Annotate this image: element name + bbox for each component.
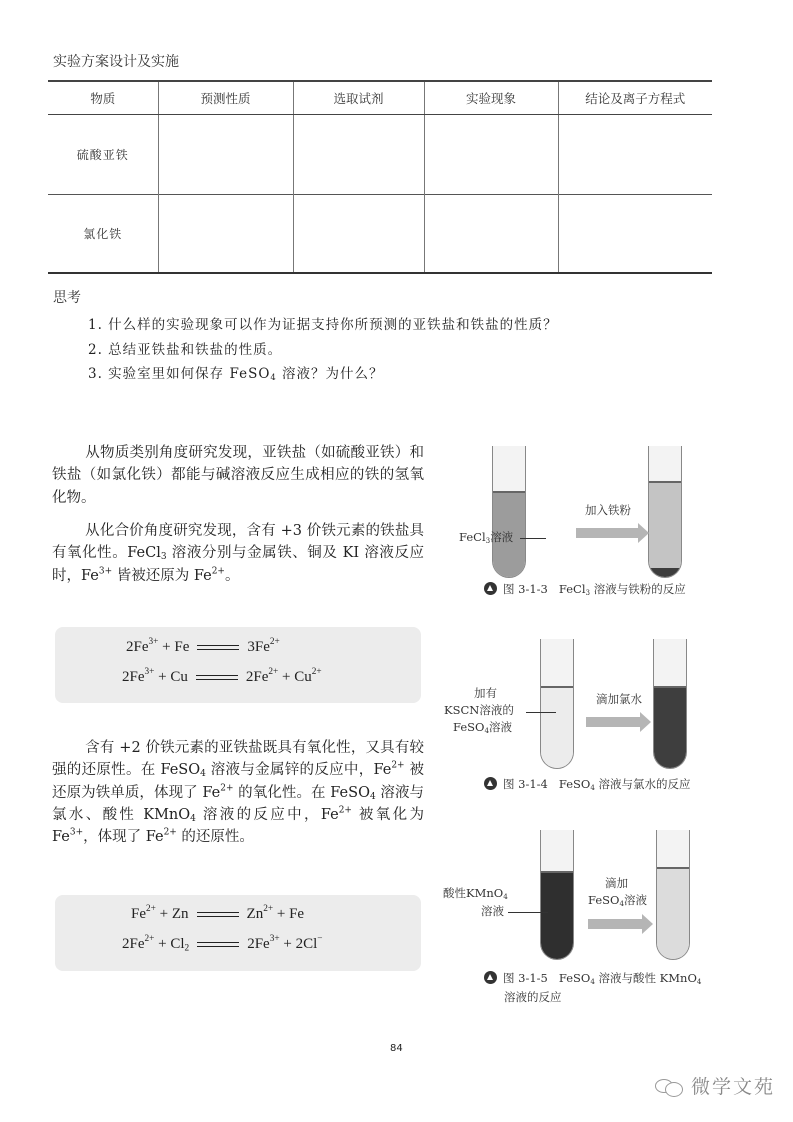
table-row <box>48 194 712 273</box>
figure-caption-line2: 溶液的反应 <box>504 990 562 1004</box>
paragraph-category <box>52 442 424 509</box>
think-questions <box>88 313 558 387</box>
triangle-figure-icon <box>484 971 497 984</box>
term: + Fe <box>158 639 190 655</box>
figure-caption <box>484 970 701 986</box>
question-item: 2. 总结亚铁盐和铁盐的性质。 <box>88 341 283 358</box>
question-text: 3. 实验室里如何保存 FeSO <box>88 366 271 382</box>
text: 溶液与氯水、酸性 KMnO <box>52 784 425 823</box>
term: + Cu <box>278 669 312 685</box>
subscript: 4 <box>696 976 702 986</box>
text: 的氧化性。在 FeSO <box>233 784 370 801</box>
label-fecl3-solution <box>459 529 513 545</box>
subscript: 4 <box>484 725 490 735</box>
header-predicted-property: 预测性质 <box>158 81 293 114</box>
term: Zn <box>246 906 264 922</box>
paragraph-text: 从物质类别角度研究发现，亚铁盐（如硫酸亚铁）和铁盐（如氯化铁）都能与碱溶液反应生成相应的铁的氢氧化物。 <box>52 445 424 506</box>
cell-substance: 硫酸亚铁 <box>76 147 129 162</box>
text: 溶液与酸性 KMnO <box>594 971 697 985</box>
equation-fe2-zn <box>131 906 304 923</box>
text: 溶液 <box>489 720 513 734</box>
subscript: 4 <box>590 976 595 986</box>
superscript: 2+ <box>163 827 177 838</box>
term: 2Fe <box>122 936 145 952</box>
figure-number: 图 3-1-5 <box>503 971 548 985</box>
cell-blank[interactable] <box>558 114 712 194</box>
wechat-icon <box>655 1077 685 1095</box>
figure-3-1-5 <box>443 830 738 1010</box>
subscript: 2 <box>184 943 190 954</box>
text: 溶液分别与金属铁、铜及 KI 溶液反应时，Fe <box>52 545 424 584</box>
text: 被氧化为 Fe <box>52 806 425 846</box>
subscript: 3 <box>160 552 167 563</box>
superscript: 2+ <box>391 760 405 771</box>
arrow-right-icon <box>576 528 638 538</box>
text: 被还原为铁单质，体现了 Fe <box>52 762 424 801</box>
page-number: 84 <box>390 1043 403 1054</box>
charge: 2+ <box>268 667 279 678</box>
cell-blank[interactable] <box>293 194 424 273</box>
term: + 2Cl <box>279 936 318 952</box>
subscript: 3 <box>585 587 591 597</box>
cell-blank[interactable] <box>158 114 293 194</box>
red-complex-solution <box>654 686 686 768</box>
leader-line <box>520 538 546 539</box>
figure-3-1-3 <box>448 440 738 605</box>
action-add-iron: 加入铁粉 <box>585 503 631 517</box>
label-line: 加有 <box>474 686 497 700</box>
action-add-chlorine-water: 滴加氯水 <box>596 692 642 706</box>
figure-caption <box>484 776 691 792</box>
equation-fe3-cu <box>122 669 322 686</box>
figure-number: 图 3-1-4 <box>503 777 548 791</box>
arrow-right-icon <box>586 717 640 727</box>
equation-fe2-cl2 <box>122 936 323 953</box>
text: 溶液 <box>624 893 648 907</box>
iron-powder-sediment <box>649 568 681 577</box>
label-line <box>453 719 512 735</box>
question-item: 1. 什么样的实验现象可以作为证据支持你所预测的亚铁盐和铁盐的性质？ <box>88 317 558 333</box>
action-line: 滴加 <box>605 876 628 890</box>
text: 溶液 <box>490 530 514 544</box>
subscript: 4 <box>270 372 277 383</box>
charge: 2+ <box>269 637 280 648</box>
text: 皆被还原为 Fe <box>112 567 212 584</box>
equation-fe3-fe <box>126 639 280 656</box>
subscript: 4 <box>190 814 196 825</box>
reacted-solution <box>649 481 681 577</box>
watermark-text: 微学文苑 <box>691 1076 776 1098</box>
header-substance: 物质 <box>48 81 158 114</box>
text: FeSO <box>588 893 620 907</box>
term: + Cu <box>154 669 188 685</box>
text: 。 <box>224 567 240 584</box>
header-reagent: 选取试剂 <box>293 81 424 114</box>
cell-blank[interactable] <box>424 114 558 194</box>
label-line: 溶液 <box>481 904 504 918</box>
cell-substance: 氯化铁 <box>83 226 123 241</box>
figure-number: 图 3-1-3 <box>503 582 548 596</box>
equation-box-fe3 <box>55 627 421 703</box>
text: FeSO <box>558 971 591 985</box>
term: Fe <box>131 906 146 922</box>
charge: 2+ <box>263 904 274 915</box>
term: 2Fe <box>122 669 145 685</box>
charge: 2+ <box>146 904 156 915</box>
think-title: 思考 <box>53 290 81 306</box>
cell-blank[interactable] <box>158 194 293 273</box>
equals-sign <box>196 675 238 680</box>
question-item <box>88 362 558 387</box>
text: FeSO <box>558 777 591 791</box>
charge: 3+ <box>144 667 155 678</box>
text: FeCl <box>558 582 586 596</box>
term: 2Fe <box>126 639 149 655</box>
header-phenomenon: 实验现象 <box>424 81 558 114</box>
subscript: 4 <box>619 898 625 908</box>
cell-blank[interactable] <box>558 194 712 273</box>
term: + Cl <box>154 936 185 952</box>
subscript: 4 <box>590 782 595 792</box>
decolorized-solution <box>657 867 689 959</box>
text: 的还原性。 <box>176 829 254 846</box>
cell-blank[interactable] <box>424 194 558 273</box>
subscript: 4 <box>200 769 206 780</box>
label-line <box>443 885 508 901</box>
equals-sign <box>197 942 239 947</box>
term: 2Fe <box>247 936 270 952</box>
leader-line <box>526 712 556 713</box>
text: FeCl <box>459 530 486 544</box>
question-text: 溶液？为什么？ <box>276 366 384 382</box>
charge: 3+ <box>269 934 280 945</box>
superscript: 3+ <box>69 827 84 838</box>
test-tube-decolorized <box>656 830 690 960</box>
text: 溶液与金属锌的反应中，Fe <box>205 762 392 779</box>
test-tube-after-iron <box>648 446 682 578</box>
paragraph-ferrous <box>52 737 424 848</box>
charge: 2+ <box>311 667 322 678</box>
triangle-figure-icon <box>484 582 497 595</box>
superscript: 3+ <box>98 565 113 576</box>
subscript: 4 <box>369 791 376 802</box>
table-header-row <box>48 81 712 114</box>
test-tube-ksc-feso4 <box>540 639 574 769</box>
header-conclusion: 结论及离子方程式 <box>558 81 712 114</box>
figure-caption <box>484 581 686 597</box>
table-row <box>48 114 712 194</box>
charge: 2+ <box>144 934 155 945</box>
text: 溶液的反应中，Fe <box>195 806 339 823</box>
leader-line <box>508 912 548 913</box>
subscript: 3 <box>485 535 491 545</box>
subscript: 4 <box>503 891 508 901</box>
equals-sign <box>197 645 239 650</box>
kmno4-solution <box>541 871 573 959</box>
paragraph-valence <box>52 520 424 587</box>
experiment-design-table <box>48 80 712 274</box>
text: 从化合价角度研究发现，含有 +3 价铁元素的铁盐具有氧化性。FeCl <box>52 523 424 562</box>
text: FeSO <box>453 720 485 734</box>
label-line: KSCN溶液的 <box>444 703 514 717</box>
term: 3Fe <box>247 639 270 655</box>
figure-3-1-4 <box>444 635 738 800</box>
text: 溶液与氯水的反应 <box>594 777 691 791</box>
text: ，体现了 Fe <box>83 829 164 846</box>
watermark <box>655 1072 775 1099</box>
feso4-ksc-solution <box>541 686 573 768</box>
superscript: 2+ <box>338 805 352 816</box>
arrow-right-icon <box>588 919 642 929</box>
equation-box-fe2 <box>55 895 421 971</box>
term: + Zn <box>155 906 189 922</box>
charge: − <box>317 934 323 945</box>
text: 酸性KMnO <box>443 886 504 900</box>
superscript: 2+ <box>211 565 225 576</box>
test-tube-fecl3 <box>492 446 526 578</box>
text: 溶液与铁粉的反应 <box>590 582 686 596</box>
term: 2Fe <box>245 669 269 685</box>
triangle-figure-icon <box>484 777 497 790</box>
section-title: 实验方案设计及实施 <box>53 54 179 70</box>
action-line <box>588 892 647 908</box>
test-tube-kmno4 <box>540 830 574 960</box>
text: 含有 +2 价铁元素的亚铁盐既具有氧化性，又具有较强的还原性。在 FeSO <box>52 740 424 779</box>
superscript: 2+ <box>220 782 234 793</box>
term: + Fe <box>273 906 305 922</box>
cell-blank[interactable] <box>293 114 424 194</box>
test-tube-red <box>653 639 687 769</box>
equals-sign <box>197 912 239 917</box>
charge: 3+ <box>148 637 159 648</box>
